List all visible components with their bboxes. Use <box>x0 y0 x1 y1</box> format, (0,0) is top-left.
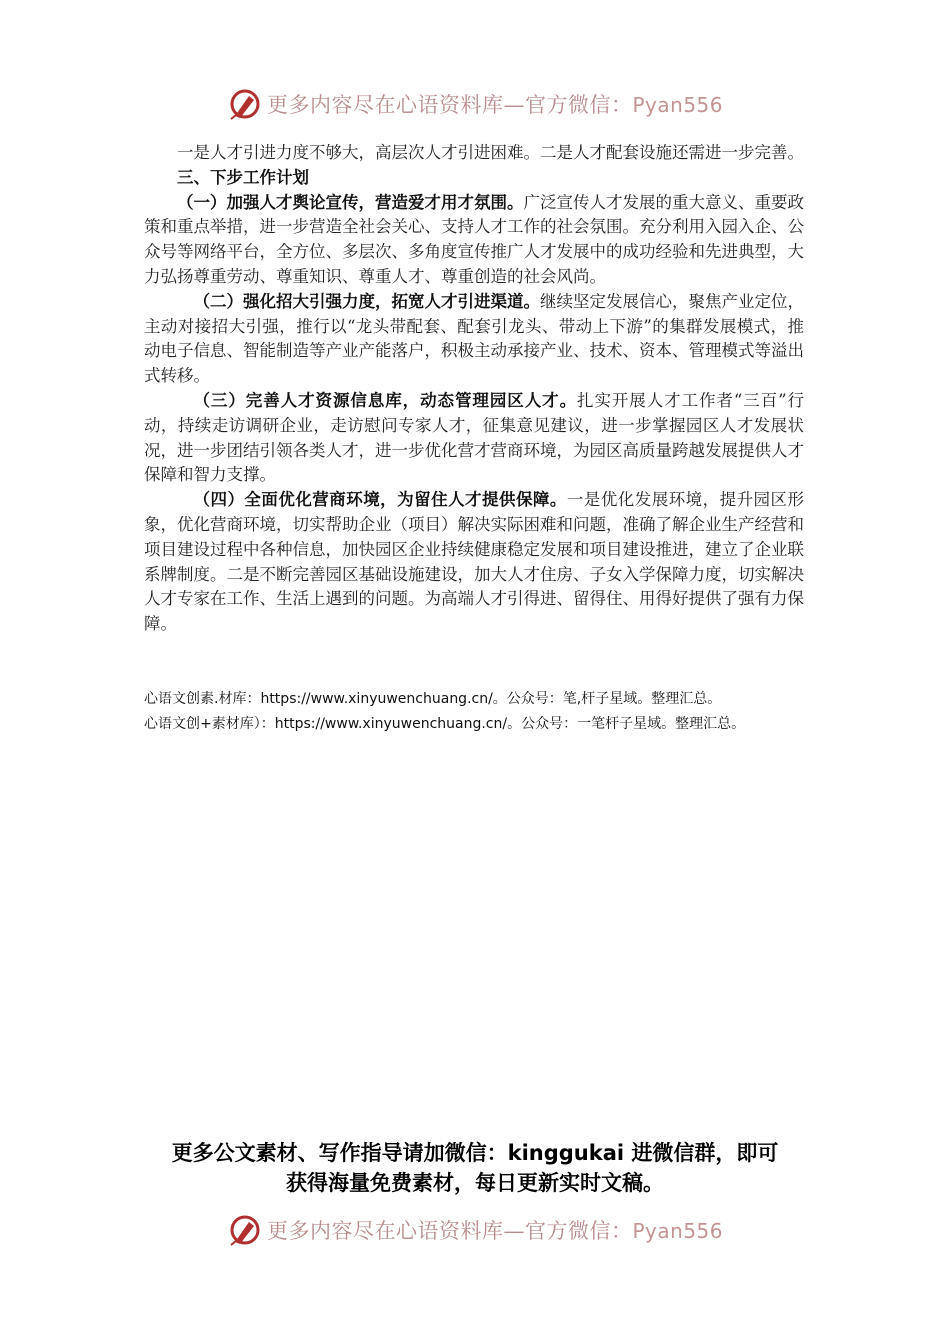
document-body <box>144 141 804 637</box>
plan-item-4 <box>144 488 804 637</box>
plan-item-1-title: （一）加强人才舆论宣传，营造爱才用才氛围。 <box>177 192 524 212</box>
plan-item-2-title: （二）强化招大引强力度，拓宽人才引进渠道。 <box>193 291 540 311</box>
plan-item-1-text: 广泛宣传人才发展的重大意义、重要政策和重点举措，进一步营造全社会关心、支持人才工作的社会氛围。充分利用入园入企、公众号等网络平台，全方位、多层次、多角度宣传推广人才发展中的成功经验和先进典型，大力弘扬尊重劳动、尊重知识、尊重人才、尊重创造的社会风尚。 <box>144 192 804 286</box>
footer-banner-wechat-id: Pyan556 <box>632 1219 723 1243</box>
plan-item-2 <box>144 290 804 389</box>
source-line-2: 心语文创+素材库）：https://www.xinyuwenchuang.cn/。公众号：一笔杆子星域。整理汇总。 <box>144 716 746 732</box>
header-banner-text <box>267 89 723 119</box>
pen-nib-logo-icon <box>227 1212 263 1248</box>
plan-item-4-title: （四）全面优化营商环境，为留住人才提供保障。 <box>193 490 567 510</box>
plan-item-1 <box>144 191 804 290</box>
footer-banner <box>0 1210 950 1250</box>
promo-line-1: 更多公文素材、写作指导请加微信：kinggukai 进微信群，即可 <box>171 1141 779 1165</box>
plan-item-3-title: （三）完善人才资源信息库，动态管理园区人才。 <box>193 390 578 410</box>
pen-nib-logo-icon <box>227 86 263 122</box>
promo-notice <box>100 1138 850 1198</box>
plan-item-3 <box>144 389 804 488</box>
plan-item-3-text: 扎实开展人才工作者“三百”行动，持续走访调研企业，走访慰问专家人才，征集意见建议，进一步掌握园区人才发展状况，进一步团结引领各类人才，进一步优化营才营商环境，为园区高质量跨越发展提供人才保障和智力支撑。 <box>144 390 805 485</box>
header-banner <box>0 84 950 124</box>
section-heading: 三、下步工作计划 <box>177 167 309 187</box>
promo-line-2: 获得海量免费素材，每日更新实时文稿。 <box>286 1171 664 1195</box>
plan-item-2-text: 继续坚定发展信心，聚焦产业定位，主动对接招大引强，推行以“龙头带配套、配套引龙头、带动上下游”的集群发展模式，推动电子信息、智能制造等产业产能落户，积极主动承接产业、技术、资本、管理模式等溢出式转移。 <box>144 291 804 386</box>
source-line-1: 心语文创素.材库：https://www.xinyuwenchuang.cn/。公众号：笔,杆子星域。整理汇总。 <box>144 691 722 707</box>
footer-banner-text <box>267 1215 723 1245</box>
header-banner-wechat-id: Pyan556 <box>632 93 723 117</box>
footer-banner-cn: 更多内容尽在心语资料库—官方微信： <box>266 1219 633 1243</box>
plan-item-4-text: 一是优化发展环境，提升园区形象，优化营商环境，切实帮助企业（项目）解决实际困难和问题，准确了解企业生产经营和项目建设过程中各种信息，加快园区企业持续健康稳定发展和项目建设推进，建立了企业联系牌制度。二是不断完善园区基础设施建设，加大人才住房、子女入学保障力度，切实解决人才专家在工作、生活上遇到的问题。为高端人才引得进、留得住、用得好提供了强有力保障。 <box>144 490 805 634</box>
paragraph-issues: 一是人才引进力度不够大，高层次人才引进困难。二是人才配套设施还需进一步完善。 <box>177 143 804 162</box>
header-banner-cn: 更多内容尽在心语资料库—官方微信： <box>266 93 633 117</box>
